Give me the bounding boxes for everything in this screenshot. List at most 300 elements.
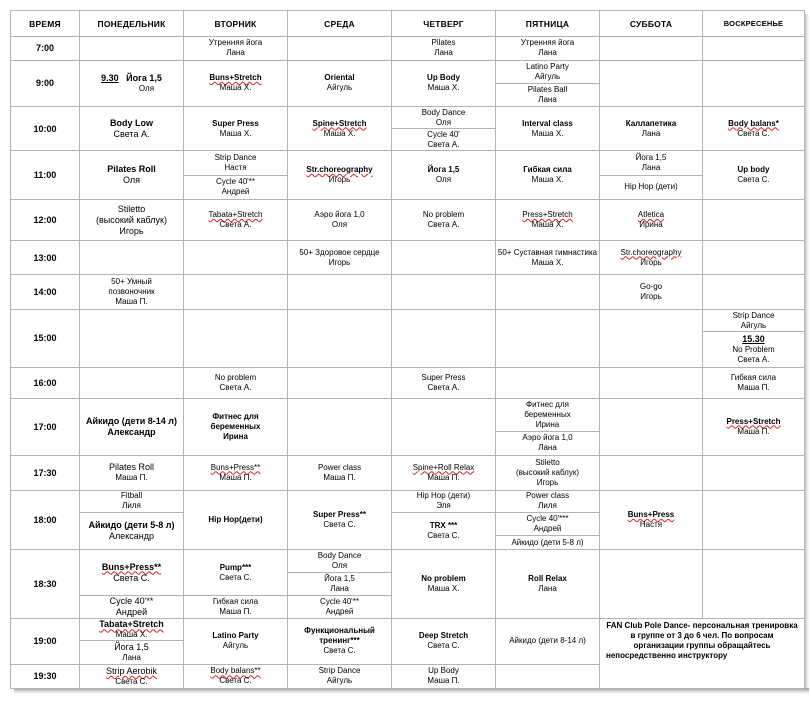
class-name: Up Body	[428, 666, 459, 676]
trainer-name: Лана	[538, 584, 557, 594]
class-name: Hip Hop (дети)	[624, 182, 678, 192]
class-name: Гибкая сила	[523, 165, 572, 175]
class-cell	[703, 398, 805, 455]
class-cell	[80, 455, 184, 490]
class-name: Функциональный тренинг***	[304, 626, 375, 646]
class-name: 50+ Умный позвоночник	[108, 276, 155, 296]
trainer-name: Оля	[331, 220, 348, 230]
class-cell	[703, 310, 805, 332]
time-cell: 17:00	[11, 398, 80, 455]
class-cell	[184, 199, 288, 240]
trainer-name: Айгуль	[222, 641, 249, 651]
class-cell	[600, 490, 703, 550]
class-cell	[703, 550, 805, 619]
row-1600	[11, 367, 805, 398]
trainer-name: Света А.	[427, 220, 460, 230]
row-0700	[11, 37, 805, 60]
class-name: Pilates	[431, 38, 456, 48]
class-name: Latino Party	[526, 61, 569, 71]
class-name: Йога 1,5	[635, 153, 667, 163]
class-cell	[703, 274, 805, 309]
trainer-name: Маша Х.	[531, 128, 564, 138]
trainer-name: Маша П.	[323, 472, 356, 482]
trainer-name: Айгуль	[326, 676, 353, 686]
class-name: Каллапетика	[625, 118, 677, 128]
class-name: Strip Dance	[214, 153, 257, 163]
trainer-name: Света С.	[737, 128, 770, 138]
trainer-name: Маша П.	[219, 472, 252, 482]
trainer-name: Света С.	[115, 676, 148, 686]
trainer-name: Игорь	[640, 291, 662, 301]
class-name: Oriental	[324, 73, 355, 83]
class-cell	[703, 60, 805, 106]
class-cell	[392, 619, 496, 664]
trainer-name: Александр	[107, 426, 156, 437]
class-name: Str.choreography	[306, 165, 373, 175]
row-1830	[11, 550, 805, 572]
class-name: Йога 1,5	[324, 573, 355, 583]
class-cell	[80, 37, 184, 60]
class-cell	[496, 37, 600, 60]
class-cell	[288, 60, 392, 106]
class-name: Cycle 40'	[427, 129, 460, 139]
class-cell	[80, 274, 184, 309]
time-cell: 13:00	[11, 241, 80, 274]
class-cell	[184, 37, 288, 60]
class-name: Str.choreography	[620, 247, 682, 257]
row-1200	[11, 199, 805, 240]
class-name: Pilates Ball	[527, 84, 568, 94]
class-cell	[600, 60, 703, 106]
class-name: Айкидо (дети 5-8 л)	[511, 537, 584, 547]
trainer-name: Света А.	[427, 139, 460, 149]
trainer-name: Маша П.	[737, 382, 770, 392]
trainer-name: Андрей	[325, 607, 354, 617]
time-cell: 11:00	[11, 151, 80, 200]
class-cell	[600, 310, 703, 368]
class-cell	[184, 241, 288, 274]
class-cell	[392, 106, 496, 128]
class-name: Pilates Roll	[108, 462, 155, 473]
trainer-name: Лиля	[538, 501, 557, 511]
class-cell	[184, 60, 288, 106]
trainer-name: Маша Х.	[219, 83, 252, 93]
class-cell	[392, 490, 496, 512]
class-name: Power class	[317, 462, 362, 472]
class-cell	[392, 241, 496, 274]
trainer-name: Лана	[538, 443, 557, 453]
header-thursday: ЧЕТВЕРГ	[392, 11, 496, 37]
class-cell	[600, 455, 703, 490]
trainer-name: Оля	[138, 83, 155, 93]
class-cell	[80, 619, 184, 641]
class-cell	[184, 106, 288, 150]
trainer-name: Лана	[641, 163, 661, 173]
time-cell: 17:30	[11, 455, 80, 490]
class-name: Atletica	[637, 210, 665, 220]
time-cell: 12:00	[11, 199, 80, 240]
trainer-name: Света С.	[737, 175, 770, 185]
class-cell	[288, 664, 392, 688]
class-cell	[184, 367, 288, 398]
class-name: Body balans*	[728, 118, 779, 128]
class-name: Latino Party	[212, 631, 259, 641]
trainer-name: Маша П.	[427, 472, 460, 482]
trainer-name: Настя	[639, 520, 663, 530]
class-name: Cycle 40'**	[320, 597, 359, 607]
trainer-name: Айгуль	[534, 71, 561, 81]
time-cell: 18:30	[11, 550, 80, 619]
class-name: No Problem	[732, 344, 775, 354]
header-saturday: СУББОТА	[600, 11, 703, 37]
class-name: Йога 1,5	[427, 165, 460, 175]
class-cell	[288, 572, 392, 595]
trainer-name: Маша Х.	[115, 630, 148, 640]
class-name: Go-go	[639, 281, 663, 291]
class-cell	[392, 367, 496, 398]
row-1300	[11, 241, 805, 274]
class-name: Hip Hop(дети)	[208, 515, 263, 525]
class-name: Айкидо (дети 8-14 л)	[509, 636, 586, 646]
trainer-name: Оля	[331, 561, 348, 571]
class-name: No problem	[214, 372, 257, 382]
trainer-name: Лана	[538, 94, 557, 104]
row-1100	[11, 151, 805, 175]
class-cell	[184, 550, 288, 595]
header-monday: ПОНЕДЕЛЬНИК	[80, 11, 184, 37]
class-cell	[496, 455, 600, 490]
trainer-name: Маша Х.	[427, 584, 460, 594]
trainer-name: Оля	[122, 175, 141, 186]
trainer-name: Оля	[435, 117, 452, 127]
schedule-table	[10, 10, 805, 689]
class-name: Strip Aerobik	[105, 665, 158, 676]
trainer-name: Лана	[641, 128, 661, 138]
class-name: Body Dance	[421, 107, 466, 117]
class-cell	[392, 398, 496, 455]
class-time: 9.30	[101, 72, 119, 83]
trainer-name: Маша Х.	[427, 83, 460, 93]
class-cell	[496, 536, 600, 550]
class-cell	[80, 310, 184, 368]
class-cell	[496, 550, 600, 619]
class-cell	[288, 274, 392, 309]
class-cell	[496, 274, 600, 309]
class-cell	[288, 398, 392, 455]
row-1800	[11, 490, 805, 512]
class-cell	[288, 106, 392, 150]
class-cell	[392, 151, 496, 200]
class-cell	[392, 199, 496, 240]
class-name: Hip Hop (дети)	[416, 491, 471, 501]
class-cell	[184, 490, 288, 550]
trainer-name: Света С.	[323, 646, 356, 656]
class-cell	[392, 550, 496, 619]
class-cell	[80, 241, 184, 274]
class-cell	[392, 310, 496, 368]
trainer-name: Света С.	[113, 572, 150, 583]
time-cell: 10:00	[11, 106, 80, 150]
class-name: Утренняя йога	[208, 38, 263, 48]
class-cell	[288, 199, 392, 240]
header-row	[11, 11, 805, 37]
class-cell	[703, 490, 805, 550]
time-cell: 19:30	[11, 664, 80, 688]
class-name: Cycle 40'**	[109, 596, 154, 607]
class-name: Spine+Stretch	[312, 118, 367, 128]
trainer-name: Маша Х.	[531, 257, 564, 267]
class-name: Гибкая сила	[730, 372, 777, 382]
class-cell	[80, 490, 184, 512]
header-tuesday: ВТОРНИК	[184, 11, 288, 37]
trainer-name: Лана	[330, 583, 349, 593]
class-cell	[496, 310, 600, 368]
class-cell	[496, 513, 600, 536]
trainer-name: Маша П.	[219, 607, 252, 617]
class-cell	[600, 398, 703, 455]
header-sunday: ВОСКРЕСЕНЬЕ	[703, 11, 805, 37]
class-name: Spine+Roll Relax	[412, 462, 475, 472]
class-cell	[184, 619, 288, 664]
class-cell	[184, 664, 288, 688]
class-cell	[600, 241, 703, 274]
trainer-name: Лиля	[122, 501, 141, 511]
trainer-name: Света А.	[219, 382, 252, 392]
trainer-name: Андрей	[115, 607, 148, 618]
class-cell	[496, 664, 600, 688]
class-name: Buns+Press**	[101, 561, 162, 572]
header-wednesday: СРЕДА	[288, 11, 392, 37]
class-cell	[703, 367, 805, 398]
class-cell	[80, 550, 184, 595]
class-name: 50+ Здоровое сердце	[299, 247, 380, 257]
class-cell	[496, 398, 600, 431]
class-name: Strip Dance	[732, 310, 775, 320]
header-friday: ПЯТНИЦА	[496, 11, 600, 37]
class-cell	[184, 455, 288, 490]
class-cell	[600, 550, 703, 619]
trainer-name: Андрей	[221, 187, 250, 197]
row-0900	[11, 60, 805, 83]
trainer-name: Маша П.	[427, 676, 460, 686]
class-cell	[496, 432, 600, 455]
trainer-name: Маша Х.	[531, 175, 564, 185]
class-name: Аэро йога 1,0	[314, 210, 365, 220]
class-name: Айкидо (дети 5-8 л)	[88, 520, 175, 531]
class-cell	[600, 274, 703, 309]
class-cell	[392, 60, 496, 106]
trainer-name: Оля	[435, 175, 452, 185]
class-time: 15.30	[742, 333, 765, 344]
trainer-name: Света А.	[427, 382, 460, 392]
class-name: Pilates Roll	[107, 164, 156, 175]
trainer-name: Света С.	[219, 676, 252, 686]
class-cell	[600, 175, 703, 199]
row-1730	[11, 455, 805, 490]
trainer-name: Игорь	[119, 225, 144, 236]
class-cell	[496, 106, 600, 150]
trainer-name: Света С.	[427, 641, 460, 651]
class-name: Pump***	[219, 562, 252, 572]
trainer-name: Игорь	[328, 257, 351, 267]
class-cell	[80, 641, 184, 664]
class-name: Roll Relax	[528, 574, 567, 584]
time-cell: 18:00	[11, 490, 80, 550]
trainer-name: Лана	[122, 652, 141, 662]
class-cell	[703, 332, 805, 367]
trainer-name: Айгуль	[740, 320, 767, 330]
class-name: Super Press	[421, 372, 466, 382]
trainer-name: Настя	[224, 163, 247, 173]
trainer-name: Маша Х.	[323, 128, 356, 138]
trainer-name: Маша П.	[737, 426, 770, 436]
trainer-name: Света А.	[219, 220, 252, 230]
time-cell: 16:00	[11, 367, 80, 398]
class-cell	[80, 595, 184, 618]
class-name: Body Low	[110, 117, 153, 128]
trainer-name: Андрей	[533, 524, 562, 534]
class-cell	[288, 241, 392, 274]
class-cell	[496, 151, 600, 200]
class-cell	[80, 106, 184, 150]
trainer-name: Света С.	[323, 520, 356, 530]
class-cell	[703, 151, 805, 200]
class-cell	[600, 106, 703, 150]
class-note: (высокий каблук)	[515, 467, 580, 477]
trainer-name: Ирина	[535, 420, 560, 430]
class-name: Tabata+Stretch	[208, 210, 263, 220]
class-name: Йога 1,5	[114, 641, 149, 652]
trainer-name: Маша Х.	[219, 128, 252, 138]
class-cell	[288, 550, 392, 572]
row-1400	[11, 274, 805, 309]
class-cell	[392, 274, 496, 309]
class-cell	[703, 37, 805, 60]
class-name: Гибкая сила	[212, 597, 259, 607]
class-name: Press+Stretch	[726, 416, 781, 426]
trainer-name: Ирина	[223, 431, 248, 441]
class-name: Deep Stretch	[418, 631, 469, 641]
class-cell	[288, 595, 392, 618]
class-cell	[496, 60, 600, 83]
time-cell: 15:00	[11, 310, 80, 368]
class-name: Аэро йога 1,0	[522, 433, 573, 443]
trainer-name: Игорь	[328, 175, 351, 185]
class-cell	[184, 310, 288, 368]
class-name: No problem	[422, 210, 465, 220]
trainer-name: Света С.	[219, 572, 252, 582]
class-cell	[184, 175, 288, 199]
class-cell	[80, 513, 184, 550]
class-cell	[80, 367, 184, 398]
class-note: (высокий каблук)	[96, 214, 167, 225]
class-name: Interval class	[522, 118, 573, 128]
trainer-name: Александр	[108, 531, 155, 542]
class-cell	[80, 60, 184, 106]
class-cell	[288, 37, 392, 60]
class-name: Cycle 40'***	[526, 514, 569, 524]
class-cell	[392, 37, 496, 60]
time-cell: 14:00	[11, 274, 80, 309]
class-cell	[184, 398, 288, 455]
trainer-name: Айгуль	[326, 83, 353, 93]
class-name: Buns+Press**	[210, 462, 261, 472]
class-cell	[80, 151, 184, 200]
class-cell	[703, 241, 805, 274]
trainer-name: Маша Х.	[531, 220, 564, 230]
class-cell	[703, 106, 805, 150]
class-cell	[184, 151, 288, 175]
class-name: Утренняя йога	[520, 38, 575, 48]
class-name: No problem	[421, 574, 466, 584]
row-1500	[11, 310, 805, 332]
class-cell	[288, 455, 392, 490]
class-name: TRX ***	[429, 521, 458, 531]
class-name: Fitball	[120, 491, 143, 501]
class-name: Buns+Stretch	[209, 73, 262, 83]
class-cell	[703, 455, 805, 490]
trainer-name: Маша П.	[115, 296, 148, 306]
trainer-name: Лана	[226, 48, 245, 58]
class-name: Cycle 40'**	[216, 177, 255, 187]
class-cell	[288, 310, 392, 368]
time-cell: 7:00	[11, 37, 80, 60]
class-cell	[184, 595, 288, 618]
class-cell	[392, 664, 496, 688]
class-cell	[288, 151, 392, 200]
class-cell	[288, 367, 392, 398]
time-cell: 19:00	[11, 619, 80, 664]
class-cell	[600, 151, 703, 175]
header-time: ВРЕМЯ	[11, 11, 80, 37]
trainer-name: Ирина	[639, 220, 663, 230]
class-cell	[392, 455, 496, 490]
class-cell	[496, 83, 600, 106]
class-name: Фитнес для беременных	[210, 411, 261, 431]
class-cell	[496, 619, 600, 664]
class-cell	[496, 241, 600, 274]
class-cell	[80, 664, 184, 688]
class-name: Up body	[737, 165, 770, 175]
class-name: Body Dance	[317, 551, 362, 561]
class-name: Strip Dance	[318, 666, 361, 676]
trainer-name: Игорь	[640, 257, 662, 267]
time-cell: 9:00	[11, 60, 80, 106]
class-name: Power class	[525, 491, 570, 501]
class-cell	[496, 367, 600, 398]
trainer-name: Света А.	[737, 354, 770, 364]
class-name: Айкидо (дети 8-14 л)	[85, 415, 178, 426]
class-title: Йога 1,5	[126, 72, 162, 83]
trainer-name: Эля	[436, 501, 451, 511]
class-name: Stiletto	[117, 203, 146, 214]
class-name: Super Press	[212, 118, 259, 128]
class-cell	[600, 37, 703, 60]
class-cell	[80, 199, 184, 240]
row-1000	[11, 106, 805, 128]
class-cell	[392, 129, 496, 151]
trainer-name: Лана	[434, 48, 453, 58]
class-cell	[184, 274, 288, 309]
class-cell	[496, 199, 600, 240]
class-name: Body balans**	[210, 666, 261, 676]
class-cell	[600, 367, 703, 398]
class-name: Buns+Press	[627, 510, 675, 520]
pole-dance-note: FAN Club Pole Dance- персональная тренировка в группе от 3 до 6 чел. По вопросам организации группы обращайтесь непосредственно инструктору	[600, 619, 805, 689]
trainer-name: Игорь	[536, 477, 559, 487]
class-name	[81, 73, 182, 84]
class-cell	[80, 398, 184, 455]
